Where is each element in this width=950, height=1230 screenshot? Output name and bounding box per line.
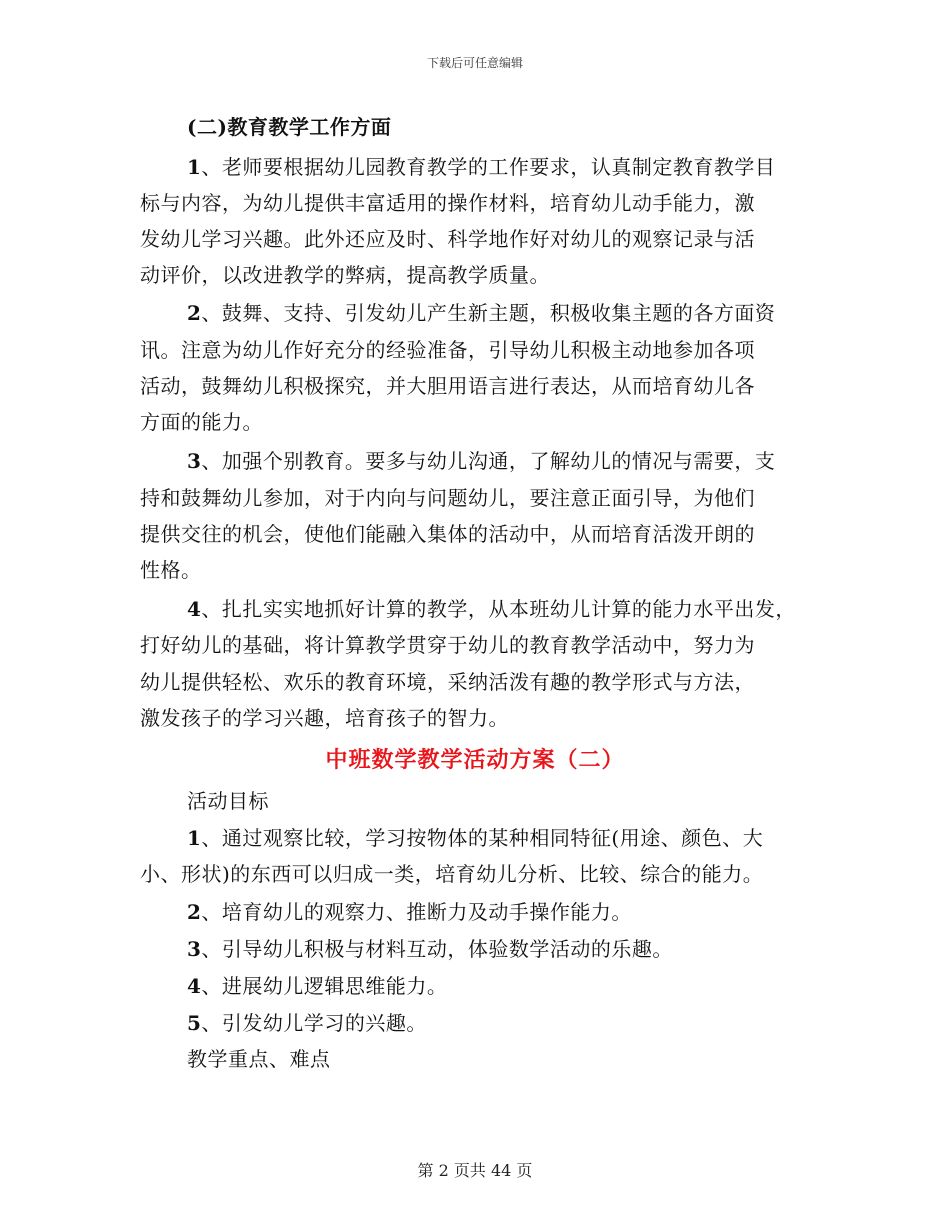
paragraph-4-line-1: 4、扎扎实实地抓好计算的教学，从本班幼儿计算的能力水平出发，	[187, 597, 796, 621]
paragraph-4-line-4: 激发孩子的学习兴趣，培育孩子的智力。	[140, 706, 509, 730]
document-title: 中班数学教学活动方案（二）	[325, 747, 625, 773]
paragraph-1-line-3: 发幼儿学习兴趣。此外还应及时、科学地作好对幼儿的观察记录与活	[140, 227, 755, 251]
paragraph-3-line-2: 持和鼓舞幼儿参加，对于内向与问题幼儿，要注意正面引导，为他们	[140, 486, 755, 510]
goals-label: 活动目标	[187, 789, 269, 813]
paragraph-2-line-3: 活动，鼓舞幼儿积极探究，并大胆用语言进行表达，从而培育幼儿各	[140, 374, 755, 398]
paragraph-2-line-2: 讯。注意为幼儿作好充分的经验准备，引导幼儿积极主动地参加各项	[140, 338, 755, 362]
key-points-label: 教学重点、难点	[187, 1047, 331, 1071]
paragraph-1-line-4: 动评价，以改进教学的弊病，提高教学质量。	[140, 263, 550, 287]
goal-2: 2、培育幼儿的观察力、推断力及动手操作能力。	[187, 900, 632, 924]
page-header: 下载后可任意编辑	[426, 56, 523, 70]
paragraph-4-line-3: 幼儿提供轻松、欢乐的教育环境，采纳活泼有趣的教学形式与方法，	[140, 670, 755, 694]
goal-4: 4、进展幼儿逻辑思维能力。	[187, 974, 448, 998]
paragraph-3-line-4: 性格。	[140, 558, 202, 582]
goal-5: 5、引发幼儿学习的兴趣。	[187, 1011, 427, 1035]
goal-1-line-2: 小、形状)的东西可以归成一类，培育幼儿分析、比较、综合的能力。	[140, 862, 764, 886]
paragraph-3-line-3: 提供交往的机会，使他们能融入集体的活动中，从而培育活泼开朗的	[140, 522, 755, 546]
paragraph-4-line-2: 打好幼儿的基础，将计算教学贯穿于幼儿的教育教学活动中，努力为	[140, 633, 755, 657]
paragraph-2-line-1: 2、鼓舞、支持、引发幼儿产生新主题，积极收集主题的各方面资	[187, 301, 776, 325]
goal-1-line-1: 1、通过观察比较，学习按物体的某种相同特征(用途、颜色、大	[187, 826, 764, 850]
section-heading: (二)教育教学工作方面	[187, 115, 392, 139]
paragraph-1-line-2: 标与内容，为幼儿提供丰富适用的操作材料，培育幼儿动手能力，激	[140, 191, 755, 215]
paragraph-3-line-1: 3、加强个别教育。要多与幼儿沟通，了解幼儿的情况与需要，支	[187, 449, 776, 473]
page-footer: 第 2 页共 44 页	[417, 1161, 533, 1180]
goal-3: 3、引导幼儿积极与材料互动，体验数学活动的乐趣。	[187, 937, 673, 961]
paragraph-2-line-4: 方面的能力。	[140, 410, 263, 434]
paragraph-1-line-1: 1、老师要根据幼儿园教育教学的工作要求，认真制定教育教学目	[187, 155, 776, 179]
